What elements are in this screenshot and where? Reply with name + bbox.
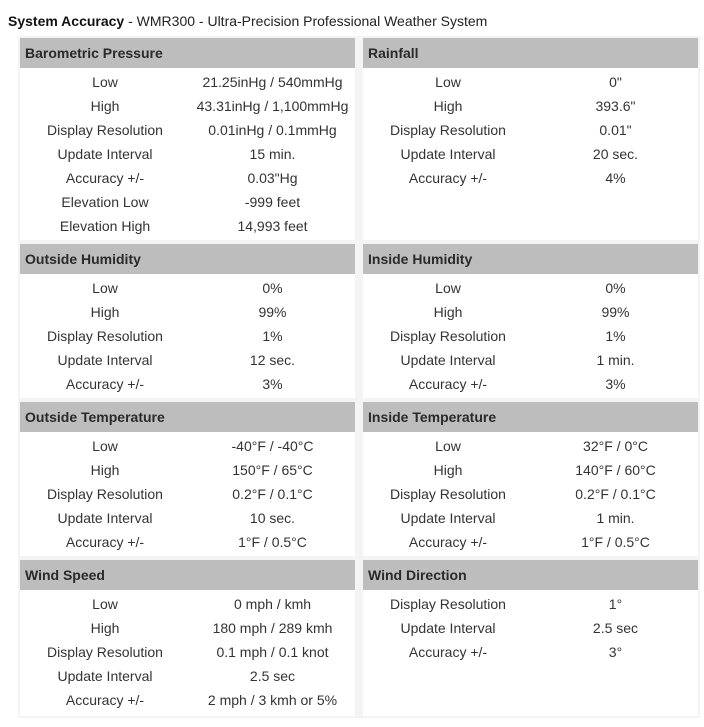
spec-row [20,324,355,348]
spec-value: 0.01" [599,122,632,138]
spec-row [363,166,698,190]
spec-label: Low [435,280,461,296]
spec-label: High [433,462,463,478]
spec-value: 1 min. [596,352,635,368]
spec-row [20,506,355,530]
spec-label: Elevation Low [61,194,149,210]
section-heading: Inside Humidity [363,244,698,274]
spec-value: -40°F / -40°C [231,438,314,454]
spec-label: High [90,304,120,320]
spec-value: 1 min. [596,510,635,526]
spec-value: 99% [258,304,287,320]
spec-label: Display Resolution [390,122,506,138]
spec-label: High [90,462,120,478]
spec-label: High [90,98,120,114]
spec-row [20,640,355,664]
spec-value: 180 mph / 289 kmh [212,620,333,636]
spec-row [20,142,355,166]
spec-row [20,592,355,616]
spec-label: Low [92,74,118,90]
title-label: System Accuracy [8,13,125,29]
spec-value: 0.01inHg / 0.1mmHg [208,122,337,138]
spec-value: 140°F / 60°C [575,462,656,478]
spec-row [20,348,355,372]
spec-label: Low [92,596,118,612]
spec-label: Low [92,438,118,454]
spec-row [20,458,355,482]
title-model: WMR300 - Ultra-Precision Professional Weather System [136,13,488,29]
spec-label: Update Interval [57,510,153,526]
spec-value: 3% [605,376,626,392]
spec-value: 1°F / 0.5°C [238,534,307,550]
spec-label: Display Resolution [390,596,506,612]
spec-value: 0% [262,280,283,296]
spec-label: Update Interval [57,146,153,162]
spec-row [363,616,698,640]
spec-row [20,166,355,190]
section-heading: Barometric Pressure [20,38,355,68]
section-barometric-pressure [20,38,355,240]
spec-value: 10 sec. [249,510,296,526]
spec-label: High [433,304,463,320]
spec-label: Accuracy +/- [65,170,145,186]
section-inside-temperature [363,402,698,556]
section-inside-humidity [363,244,698,398]
spec-row [20,300,355,324]
spec-value: -999 feet [244,194,301,210]
spec-value: 14,993 feet [237,218,308,234]
spec-value: 0.2°F / 0.1°C [232,486,313,502]
section-heading: Rainfall [363,38,698,68]
spec-label: Accuracy +/- [65,534,145,550]
section-outside-humidity [20,244,355,398]
section-wind-speed [20,560,355,716]
spec-label: Accuracy +/- [408,534,488,550]
spec-row [363,348,698,372]
spec-value: 99% [601,304,630,320]
spec-value: 32°F / 0°C [583,438,648,454]
spec-row [363,276,698,300]
spec-row [20,276,355,300]
spec-label: Accuracy +/- [408,170,488,186]
spec-row [20,70,355,94]
spec-label: Display Resolution [390,486,506,502]
spec-value: 2 mph / 3 kmh or 5% [207,692,338,708]
spec-row [363,372,698,396]
spec-label: Accuracy +/- [408,376,488,392]
spec-value: 20 sec. [592,146,639,162]
spec-label: Low [435,438,461,454]
spec-value: 0.03"Hg [247,170,298,186]
spec-label: Update Interval [57,668,153,684]
spec-label: Update Interval [400,510,496,526]
spec-label: Update Interval [400,352,496,368]
spec-value: 1% [605,328,626,344]
spec-row [20,530,355,554]
spec-row [363,592,698,616]
section-heading: Outside Humidity [20,244,355,274]
spec-value: 0.2°F / 0.1°C [575,486,656,502]
spec-row [20,616,355,640]
spec-row [363,482,698,506]
spec-label: Display Resolution [390,328,506,344]
spec-value: 2.5 sec [592,620,639,636]
title-separator: - [124,13,137,29]
spec-row [20,94,355,118]
spec-row [363,118,698,142]
spec-label: Display Resolution [47,486,163,502]
section-rainfall [363,38,698,240]
spec-row [363,506,698,530]
spec-label: Update Interval [400,146,496,162]
spec-value: 0.1 mph / 0.1 knot [216,644,329,660]
spec-value: 0 mph / kmh [233,596,312,612]
page-title [8,12,487,30]
spec-label: Low [435,74,461,90]
spec-row [363,640,698,664]
spec-row [20,190,355,214]
spec-value: 0% [605,280,626,296]
spec-label: Low [92,280,118,296]
spec-label: Display Resolution [47,644,163,660]
spec-label: High [90,620,120,636]
spec-label: Accuracy +/- [65,376,145,392]
spec-value: 393.6" [595,98,636,114]
section-wind-direction [363,560,698,716]
spec-value: 1° [608,596,623,612]
spec-value: 1% [262,328,283,344]
spec-row [363,530,698,554]
spec-label: Display Resolution [47,122,163,138]
spec-row [20,434,355,458]
section-heading: Outside Temperature [20,402,355,432]
spec-value: 3% [262,376,283,392]
spec-row [363,434,698,458]
spec-value: 12 sec. [249,352,296,368]
spec-label: Update Interval [57,352,153,368]
spec-value: 0" [609,74,622,90]
spec-label: Accuracy +/- [408,644,488,660]
spec-row [363,70,698,94]
section-heading: Wind Speed [20,560,355,590]
spec-value: 15 min. [249,146,296,162]
spec-label: Accuracy +/- [65,692,145,708]
spec-value: 3° [608,644,623,660]
spec-row [363,458,698,482]
spec-label: High [433,98,463,114]
spec-row [363,300,698,324]
spec-row [363,142,698,166]
spec-row [20,482,355,506]
spec-value: 21.25inHg / 540mmHg [202,74,343,90]
spec-value: 150°F / 65°C [232,462,313,478]
spec-value: 2.5 sec [249,668,296,684]
spec-row [20,664,355,688]
section-heading: Wind Direction [363,560,698,590]
spec-value: 1°F / 0.5°C [581,534,650,550]
section-heading: Inside Temperature [363,402,698,432]
spec-label: Elevation High [59,218,151,234]
spec-label: Display Resolution [47,328,163,344]
spec-row [20,372,355,396]
spec-label: Update Interval [400,620,496,636]
section-outside-temperature [20,402,355,556]
spec-row [20,214,355,238]
spec-row [363,324,698,348]
spec-row [20,118,355,142]
spec-row [363,94,698,118]
spec-row [20,688,355,712]
spec-value: 4% [605,170,626,186]
spec-value: 43.31inHg / 1,100mmHg [196,98,349,114]
